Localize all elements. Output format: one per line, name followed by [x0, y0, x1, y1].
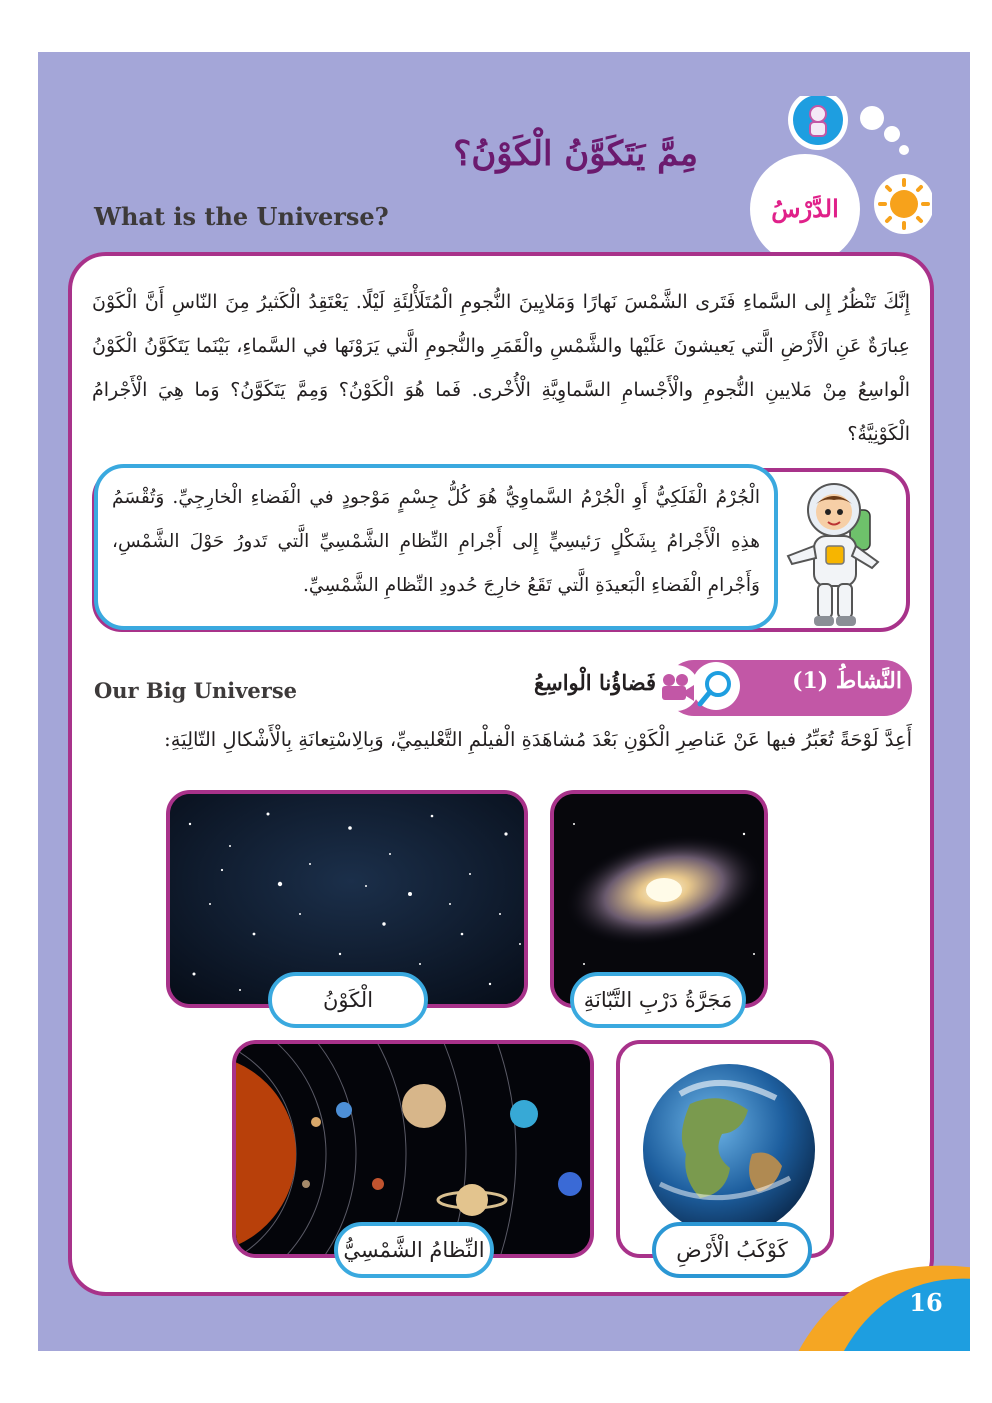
- solar-system-caption: النِّظامُ الشَّمْسِيُّ: [334, 1222, 494, 1278]
- activity-instruction: أَعِدَّ لَوْحَةً تُعَبِّرُ فيها عَنْ عَناصِرِ الْكَوْنِ بَعْدَ مُشاهَدَةِ الْفيلْمِ التَّعْليمِيِّ، وَبِالِاسْتِعانَةِ بِالْأَشْكالِ التّالِيَةِ:: [164, 728, 912, 751]
- earth-caption: كَوْكَبُ الْأَرْضِ: [652, 1222, 812, 1278]
- universe-caption: الْكَوْنُ: [268, 972, 428, 1028]
- sun-icon: [874, 174, 932, 234]
- activity-label: النَّشاطُ (1): [792, 668, 902, 694]
- intro-paragraph: إِنَّكَ تَنْظُرُ إِلى السَّماءِ فَتَرى الشَّمْسَ نَهارًا وَمَلايِينَ النُّجومِ الْمُتَلَأْلِئَةِ لَيْلًا. يَعْتَقِدُ الْكَثيرُ مِنَ النّاسِ أَنَّ الْكَوْنَ عِبارَةٌ عَنِ الْأَرْضِ الَّتي يَعيشونَ عَلَيْها والشَّمْسِ والْقَمَرِ والنُّجومِ الَّتي يَرَوْنَها في السَّماءِ، بَيْنَما يَتَكَوَّنُ الْكَوْنُ الْواسِعُ مِنْ مَلايينِ النُّجومِ والْأَجْسامِ السَّماوِيَّةِ الْأُخْرى. فَما هُوَ الْكَوْنُ؟ وَمِمَّ يَتَكَوَّنُ؟ وَما هِيَ الْأَجْرامُ الْكَوْنِيَّةُ؟: [92, 291, 910, 445]
- page-title-english: What is the Universe?: [94, 202, 389, 231]
- page-background: [38, 52, 970, 1351]
- astronaut-kid-icon: [780, 470, 892, 630]
- activity-title-arabic: فَضاؤُنا الْواسِعُ: [533, 670, 656, 695]
- astronaut-bubble-icon: [788, 96, 848, 150]
- page-number: 16: [909, 1288, 943, 1317]
- page-title-arabic: مِمَّ يَتَكَوَّنُ الْكَوْنُ؟: [453, 134, 698, 174]
- video-camera-icon: [652, 664, 700, 712]
- activity-title-english: Our Big Universe: [94, 678, 298, 703]
- info-box-text: الْجُرْمُ الْفَلَكِيُّ أَوِ الْجُرْمُ السَّماوِيُّ هُوَ كُلُّ جِسْمٍ مَوْجودٍ في الْفَضاءِ الْخارِجِيِّ. وَتُقْسَمُ هذِهِ الْأَجْرامُ بِشَكْلٍ رَئيسِيٍّ إِلى أَجْرامِ النِّظامِ الشَّمْسِيِّ الَّتي تَدورُ حَوْلَ الشَّمْسِ، وَأَجْرامِ الْفَضاءِ الْبَعيدَةِ الَّتي تَقَعُ خارِجَ حُدودِ النِّظامِ الشَّمْسِيِّ.: [112, 487, 760, 596]
- milky-way-caption: مَجَرَّةُ دَرْبِ التَّبّانَةِ: [570, 972, 746, 1028]
- lesson-badge-label: الدَّرْسُ: [771, 194, 839, 223]
